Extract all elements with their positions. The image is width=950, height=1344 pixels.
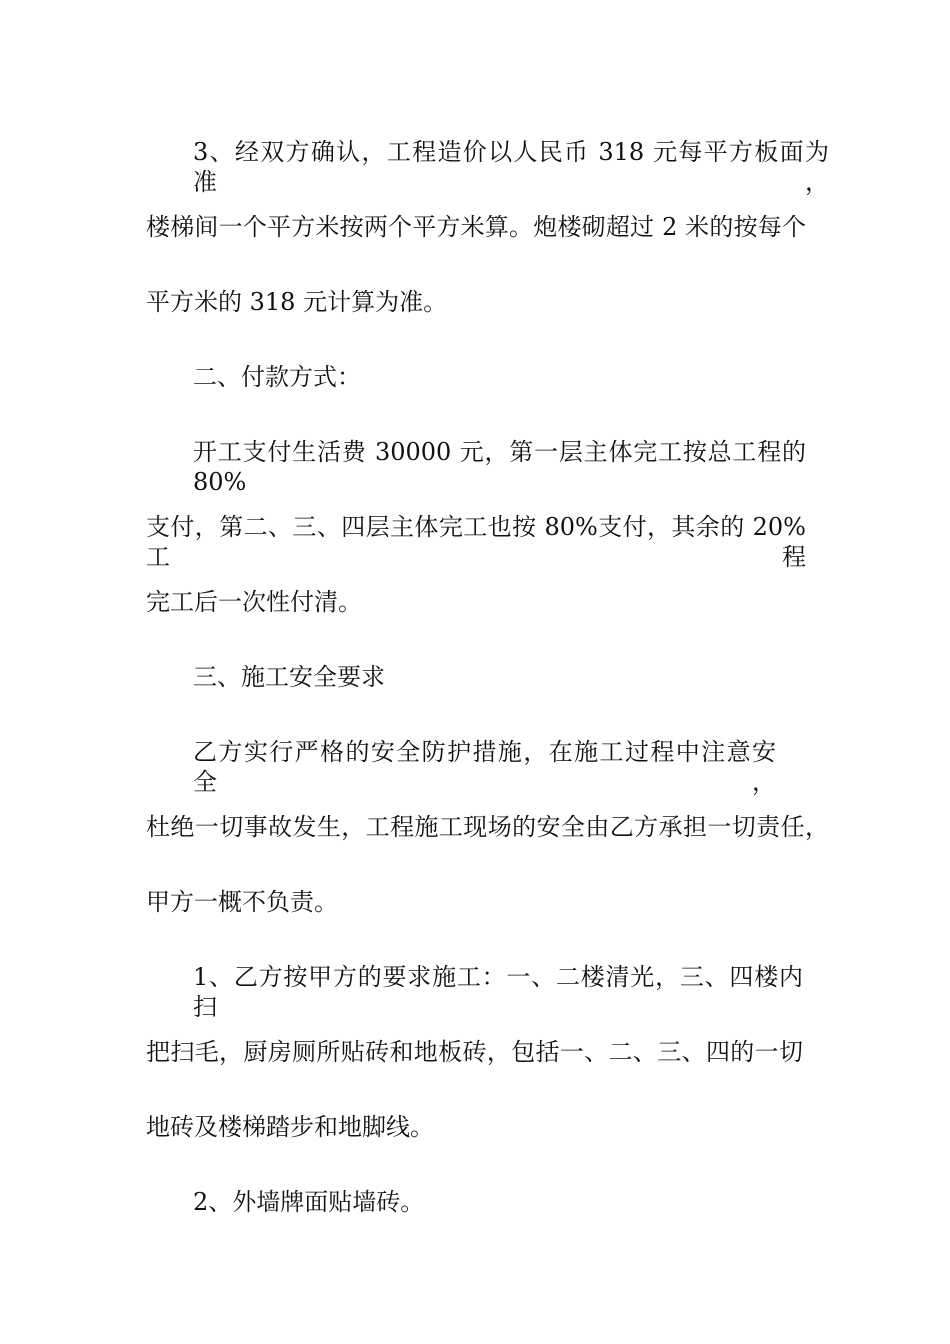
paragraph-line: 乙方实行严格的安全防护措施，在施工过程中注意安全， — [193, 738, 776, 796]
paragraph-line: 平方米的 318 元计算为准。 — [146, 288, 448, 316]
paragraph-line: 支付，第二、三、四层主体完工也按 80%支付，其余的 20%工程 — [146, 513, 806, 571]
section-heading: 二、付款方式： — [193, 363, 361, 391]
paragraph-line: 把扫毛，厨房厕所贴砖和地板砖，包括一、二、三、四的一切 — [146, 1038, 803, 1066]
paragraph-line: 1、乙方按甲方的要求施工：一、二楼清光，三、四楼内扫 — [193, 963, 803, 1021]
paragraph-line: 甲方一概不负责。 — [146, 888, 338, 916]
paragraph-line: 3、经双方确认，工程造价以人民币 318 元每平方板面为准， — [193, 138, 829, 196]
paragraph-line: 完工后一次性付清。 — [146, 588, 362, 616]
paragraph-line: 开工支付生活费 30000 元，第一层主体完工按总工程的 80% — [193, 438, 806, 496]
paragraph-line: 楼梯间一个平方米按两个平方米算。炮楼砌超过 2 米的按每个 — [146, 213, 806, 241]
section-heading: 三、施工安全要求 — [193, 663, 385, 691]
paragraph-line: 杜绝一切事故发生，工程施工现场的安全由乙方承担一切责任， — [146, 813, 829, 841]
paragraph-line: 地砖及楼梯踏步和地脚线。 — [146, 1113, 434, 1141]
paragraph-line: 2、外墙牌面贴墙砖。 — [193, 1188, 425, 1216]
